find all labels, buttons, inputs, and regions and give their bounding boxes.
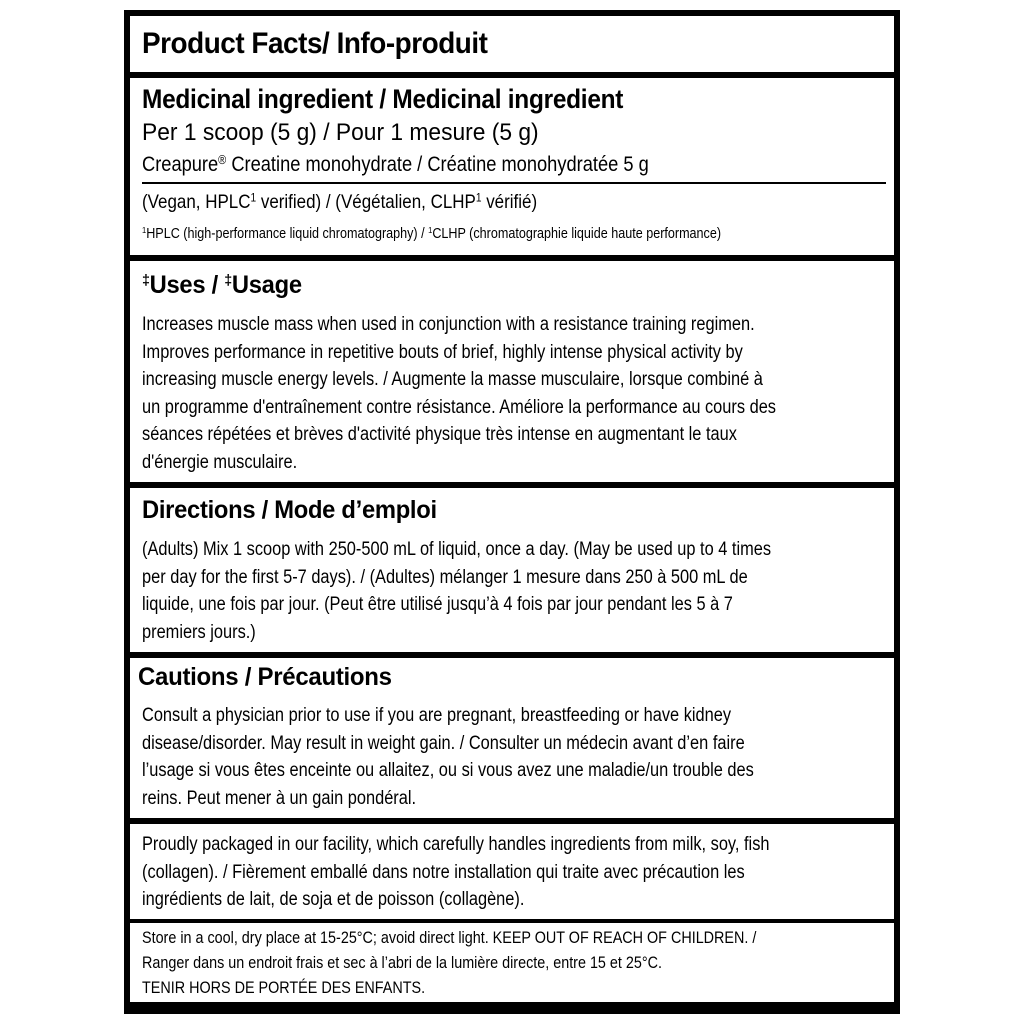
allergen-line: ingrédients de lait, de soja et de poisson (collagène). <box>142 889 525 910</box>
medicinal-ingredient-panel <box>130 78 894 255</box>
storage-panel <box>130 923 894 1002</box>
uses-line: un programme d'entraînement contre résistance. Améliore la performance au cours des <box>142 396 777 418</box>
page-title: Product Facts/ Info-produit <box>142 27 488 60</box>
vegan-note: (Vegan, HPLC$^1$ verified) / (Végétalien, CLHP$^1$ vérifié) <box>142 191 538 213</box>
cautions-line: l’usage si vous êtes enceinte ou allaitez, ou si vous avez une maladie/un trouble des <box>142 760 754 781</box>
cautions-text <box>142 702 852 812</box>
directions-line: per day for the first 5-7 days). / (Adultes) mélanger 1 mesure dans 250 à 500 mL de <box>142 566 748 588</box>
storage-text <box>142 925 869 1000</box>
cautions-heading: Cautions / Précautions <box>138 663 392 691</box>
double-dagger-icon: ‡ <box>142 271 150 289</box>
uses-panel <box>130 261 894 482</box>
hplc-footnote: $^1$HPLC (high-performance liquid chromatography) / $^1$CLHP (chromatographie liquide haute performance) <box>142 225 722 242</box>
ingredient-divider <box>142 182 886 184</box>
directions-text <box>142 536 872 646</box>
uses-heading: ‡Uses / ‡Usage <box>142 271 302 299</box>
double-dagger-icon: ‡ <box>224 271 232 289</box>
directions-line: liquide, une fois par jour. (Peut être utilisé jusqu’à 4 fois par jour pendant les 5 à 7 <box>142 594 733 615</box>
ingredient-line: Creapure® Creatine monohydrate / Créatine monohydratée 5 g <box>142 153 649 176</box>
uses-line: Improves performance in repetitive bouts of brief, highly intense physical activity by <box>142 341 743 363</box>
storage-line: TENIR HORS DE PORTÉE DES ENFANTS. <box>142 978 426 997</box>
uses-line: increasing muscle energy levels. / Augmente la masse musculaire, lorsque combiné à <box>142 369 763 390</box>
uses-line: d'énergie musculaire. <box>142 451 298 473</box>
cautions-line: disease/disorder. May result in weight gain. / Consulter un médecin avant d’en faire <box>142 732 745 754</box>
directions-line: premiers jours.) <box>142 621 256 643</box>
directions-panel <box>130 488 894 652</box>
serving-size: Per 1 scoop (5 g) / Pour 1 mesure (5 g) <box>142 119 539 146</box>
allergen-panel <box>130 824 894 919</box>
allergen-line: (collagen). / Fièrement emballé dans notre installation qui traite avec précaution les <box>142 861 745 883</box>
storage-line: Ranger dans un endroit frais et sec à l’abri de la lumière directe, entre 15 et 25°C. <box>142 953 662 972</box>
medicinal-heading: Medicinal ingredient / Medicinal ingredient <box>142 84 624 114</box>
uses-text <box>142 311 878 476</box>
title-panel <box>130 16 894 72</box>
uses-line: Increases muscle mass when used in conjunction with a resistance training regimen. <box>142 314 755 335</box>
cautions-line: Consult a physician prior to use if you are pregnant, breastfeeding or have kidney <box>142 705 732 726</box>
cautions-line: reins. Peut mener à un gain pondéral. <box>142 787 417 809</box>
allergen-line: Proudly packaged in our facility, which carefully handles ingredients from milk, soy, fish <box>142 834 770 855</box>
directions-line: (Adults) Mix 1 scoop with 250-500 mL of liquid, once a day. (May be used up to 4 times <box>142 539 772 560</box>
storage-line: Store in a cool, dry place at 15-25°C; avoid direct light. KEEP OUT OF REACH OF CHILDREN. / <box>142 928 757 947</box>
directions-heading: Directions / Mode d’emploi <box>142 496 437 524</box>
allergen-text <box>142 831 870 914</box>
uses-line: séances répétées et brèves d'activité physique très intense en augmentant le taux <box>142 424 737 445</box>
product-facts-label <box>124 10 900 1014</box>
cautions-panel <box>130 658 894 818</box>
